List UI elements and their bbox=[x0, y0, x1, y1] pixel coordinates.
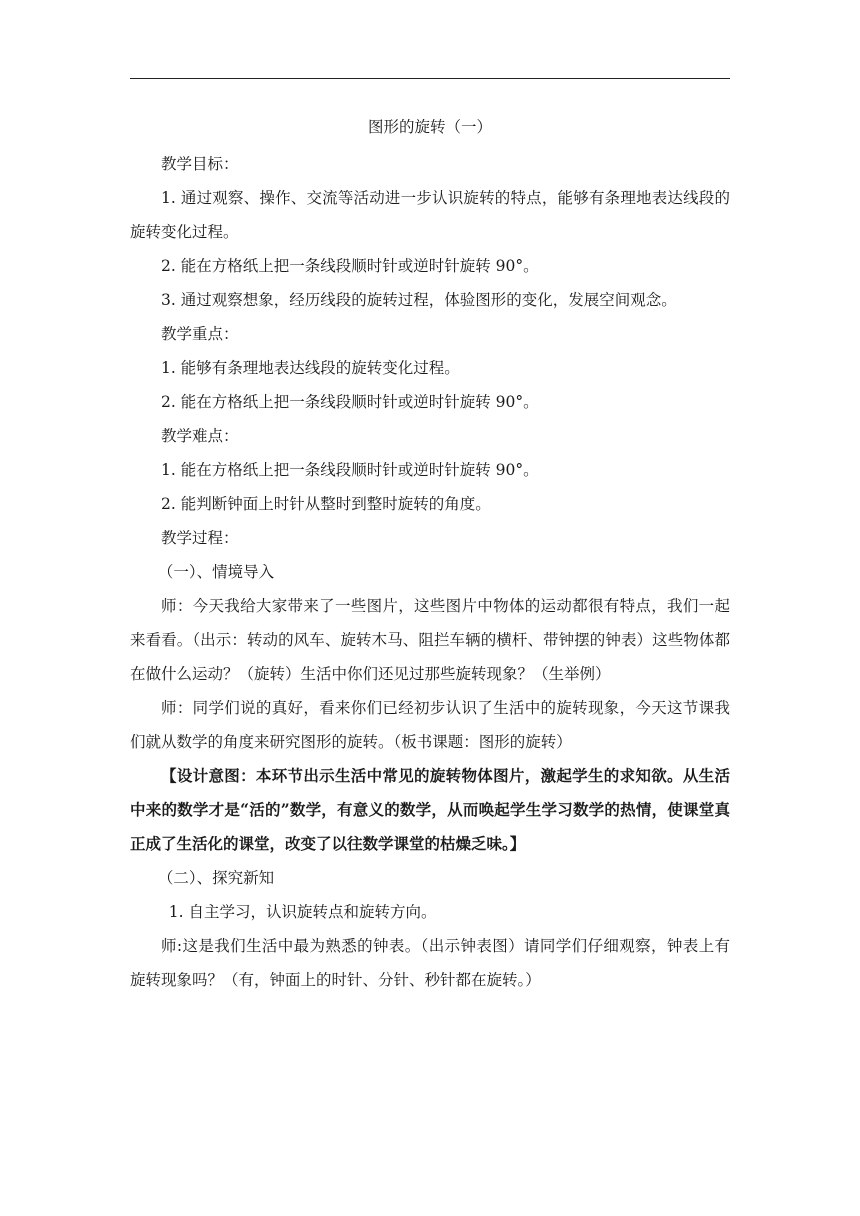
header-rule bbox=[130, 78, 730, 79]
key-2: 2. 能在方格纸上把一条线段顺时针或逆时针旋转 90°。 bbox=[161, 393, 539, 411]
key-1: 1. 能够有条理地表达线段的旋转变化过程。 bbox=[161, 359, 460, 377]
key-heading: 教学重点： bbox=[161, 325, 239, 343]
goal-1: 1. 通过观察、操作、交流等活动进一步认识旋转的特点，能够有条理地表达线段的旋转变化过程。 bbox=[130, 189, 730, 241]
difficulty-1: 1. 能在方格纸上把一条线段顺时针或逆时针旋转 90°。 bbox=[161, 461, 539, 479]
goal-3: 3. 通过观察想象，经历线段的旋转过程，体验图形的变化，发展空间观念。 bbox=[161, 291, 677, 309]
document-title: 图形的旋转（一） bbox=[367, 118, 492, 136]
subsection-1: 1. 自主学习，认识旋转点和旋转方向。 bbox=[168, 903, 437, 921]
section-1-heading: （一）、情境导入 bbox=[157, 563, 275, 581]
goal-2: 2. 能在方格纸上把一条线段顺时针或逆时针旋转 90°。 bbox=[161, 257, 539, 275]
paragraph-2: 师：同学们说的真好，看来你们已经初步认识了生活中的旋转现象，今天这节课我们就从数学的角度来研究图形的旋转。（板书课题：图形的旋转） bbox=[130, 699, 730, 751]
design-note: 【设计意图：本环节出示生活中常见的旋转物体图片，激起学生的求知欲。从生活中来的数学才是“活的”数学，有意义的数学，从而唤起学生学习数学的热情，使课堂真正成了生活化的课堂，改变了以往数学课堂的枯燥乏味。】 bbox=[130, 766, 730, 853]
document-body bbox=[130, 110, 730, 997]
paragraph-3: 师:这是我们生活中最为熟悉的钟表。（出示钟表图）请同学们仔细观察，钟表上有旋转现象吗？（有，钟面上的时针、分针、秒针都在旋转。） bbox=[130, 937, 730, 989]
goals-heading: 教学目标： bbox=[161, 155, 239, 173]
section-2-heading: （二）、探究新知 bbox=[157, 869, 275, 887]
process-heading: 教学过程： bbox=[161, 529, 239, 547]
difficulty-heading: 教学难点： bbox=[161, 427, 239, 445]
difficulty-2: 2. 能判断钟面上时针从整时到整时旋转的角度。 bbox=[161, 495, 491, 513]
paragraph-1: 师：今天我给大家带来了一些图片，这些图片中物体的运动都很有特点，我们一起来看看。（出示：转动的风车、旋转木马、阻拦车辆的横杆、带钟摆的钟表）这些物体都在做什么运动？（旋转）生活中你们还见过那些旋转现象？（生举例） bbox=[130, 597, 730, 683]
